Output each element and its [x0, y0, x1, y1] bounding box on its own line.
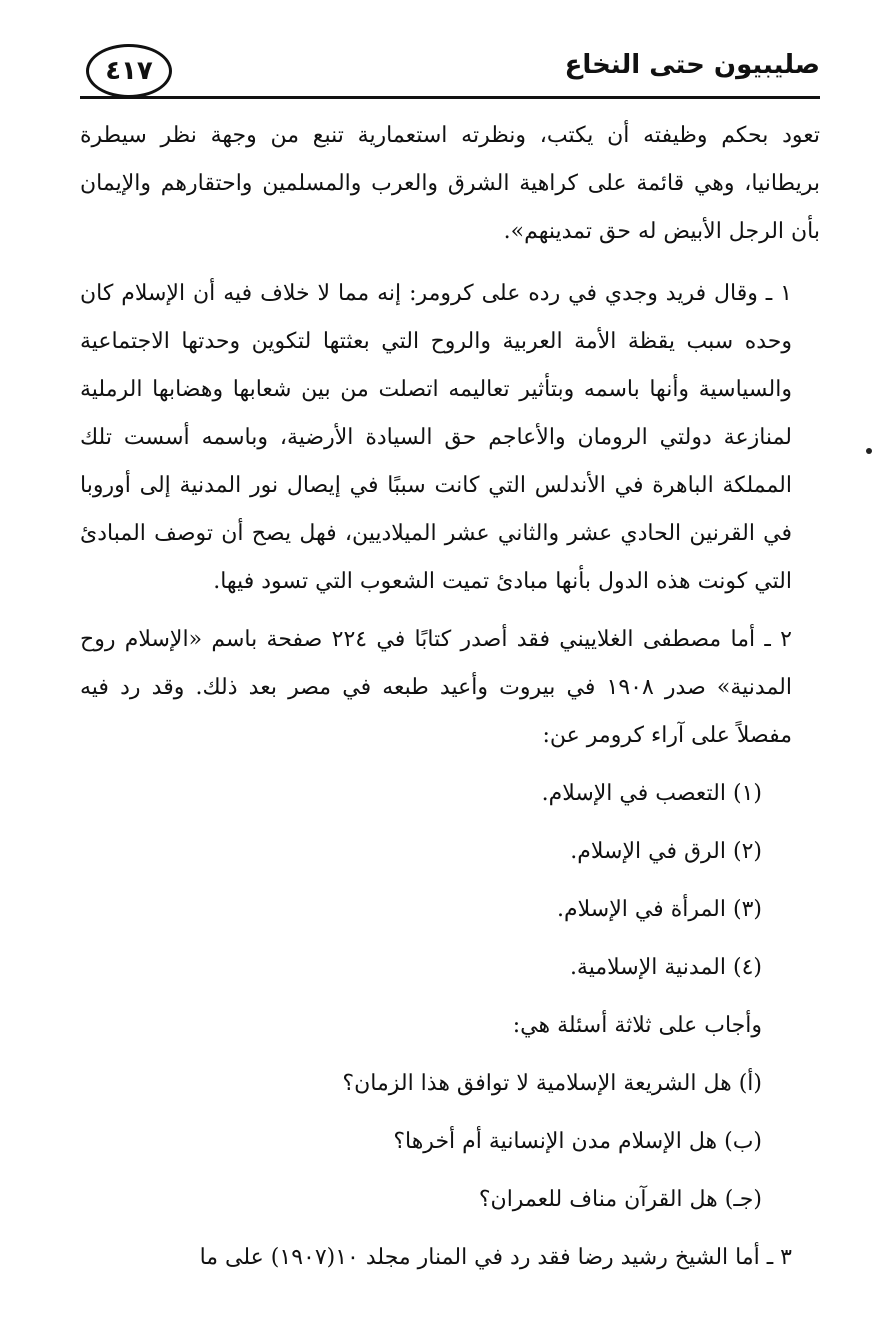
question-item: (جـ) هل القرآن مناف للعمران؟ — [478, 1187, 762, 1212]
question-item: (أ) هل الشريعة الإسلامية لا توافق هذا الزمان؟ — [342, 1071, 762, 1096]
list-item: (٤) المدنية الإسلامية. — [569, 955, 762, 980]
list-item: (١) التعصب في الإسلام. — [541, 781, 762, 806]
paragraph-ghalayini: ٢ ـ أما مصطفى الغلاييني فقد أصدر كتابًا في ٢٢٤ صفحة باسم «الإسلام روح المدنية» صدر ١٩٠٨ في بيروت وأعيد طبعه في مصر بعد ذلك. وقد رد فيه مفصلاً على آراء كرومر عن: — [80, 627, 793, 748]
page-number: ٤١٧ — [86, 44, 172, 98]
list-item: (٢) الرق في الإسلام. — [570, 839, 762, 864]
running-title: صليبيون حتى النخاع — [564, 50, 820, 80]
body-text — [80, 112, 820, 1292]
paragraph-rashid-rida: ٣ ـ أما الشيخ رشيد رضا فقد رد في المنار مجلد ١٠(١٩٠٧) على ما — [199, 1245, 792, 1270]
questions-intro: وأجاب على ثلاثة أسئلة هي: — [512, 1013, 762, 1038]
list-item: (٣) المرأة في الإسلام. — [557, 897, 762, 922]
paragraph-continuation: تعود بحكم وظيفته أن يكتب، ونظرته استعمارية تنبع من وجهة نظر سيطرة بريطانيا، وهي قائمة على كراهية الشرق والعرب والمسلمين واحتقارهم والإيمان بأن الرجل الأبيض له حق تمدينهم». — [80, 123, 820, 244]
margin-mark — [866, 448, 872, 454]
page-header — [80, 38, 820, 104]
question-item: (ب) هل الإسلام مدن الإنسانية أم أخرها؟ — [393, 1129, 762, 1154]
header-rule — [80, 96, 820, 99]
paragraph-farid-wagdi: ١ ـ وقال فريد وجدي في رده على كرومر: إنه مما لا خلاف فيه أن الإسلام كان وحده سبب يقظة الأمة العربية والروح التي بعثتها لتكوين وحدتها الاجتماعية والسياسية وأنها باسمه وبتأثير تعاليمه اتصلت من بين شعابها وهضابها الرملية لمنازعة دولتي الرومان والأعاجم حق السيادة الأرضية، وباسمه أسست تلك المملكة الباهرة في الأندلس التي كانت سببًا في إيصال نور المدنية إلى أوروبا في القرنين الحادي عشر والثاني عشر الميلاديين، فهل يصح أن توصف المبادئ التي كونت هذه الدول بأنها مبادئ تميت الشعوب التي تسود فيها. — [80, 281, 792, 594]
